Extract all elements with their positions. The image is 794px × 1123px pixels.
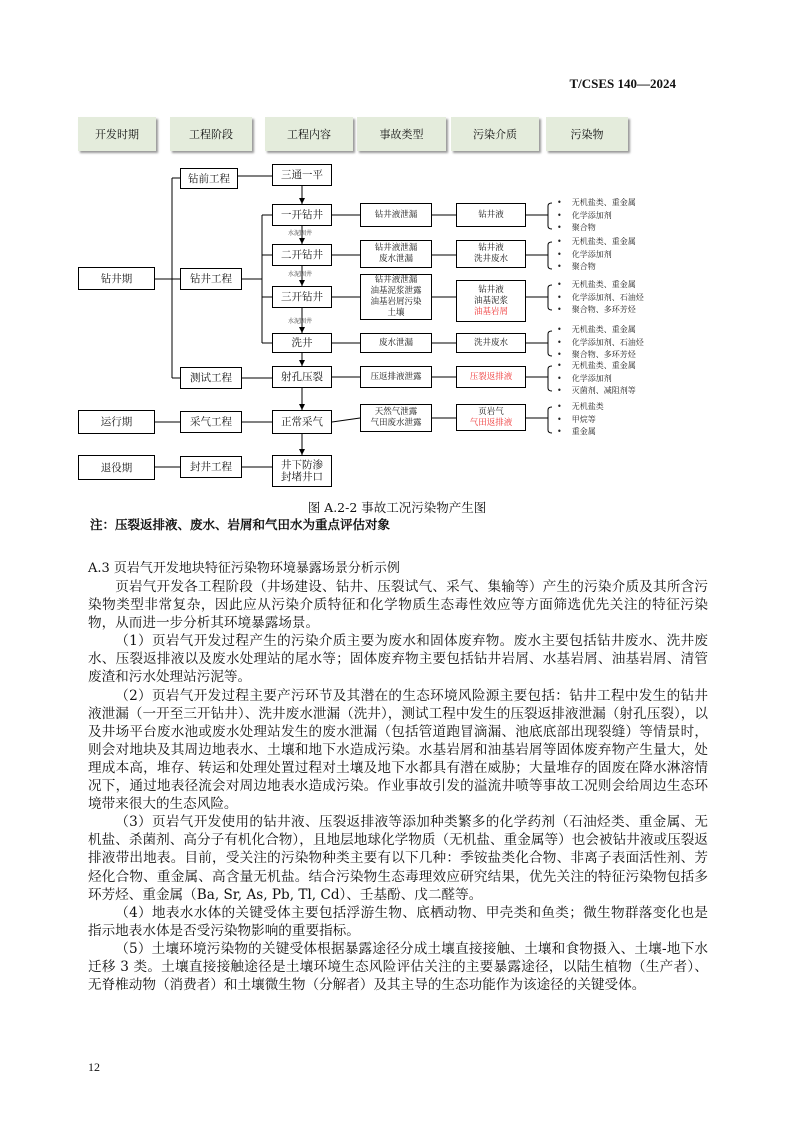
accident-box: 废水泄漏: [360, 333, 432, 353]
standard-number: T/CSES 140—2024: [569, 76, 676, 91]
paragraph: （3）页岩气开发使用的钻井液、压裂返排液等添加种类繁多的化学药剂（石油烃类、重金属、无机盐、杀菌剂、高分子有机化合物），且地层地球化学物质（无机盐、重金属等）也会被钻井液或压裂返排液带出地表。目前，受关注的污染物种类主要有以下几种：季铵盐类化合物、非离子表面活性剂、芳烃化合物、重金属、高含量无机盐。结合污染物生态毒理效应研究结果，优先关注的特征污染物包括多环芳烃、重金属（Ba, Sr, As, Pb, Tl, Cd）、壬基酚、戊二醛等。: [88, 814, 708, 903]
stage-box: 钻井工程: [180, 268, 242, 290]
pollutant-list: • 无机盐类 • 甲烷等 • 重金属: [557, 401, 604, 439]
period-operation: 运行期: [78, 410, 155, 434]
page-number: 12: [88, 1060, 100, 1074]
content-box: 二开钻井: [272, 244, 332, 266]
section-heading: A.3 页岩气开发地块特征污染物环境暴露场景分析示例: [88, 561, 400, 576]
content-box: 一开钻井: [272, 204, 332, 226]
column-header: 事故类型: [357, 117, 446, 151]
pollutant-list: • 无机盐类、重金属 • 化学添加剂 • 聚合物: [557, 197, 636, 235]
content-box: 三通一平: [272, 164, 332, 186]
stage-box: 测试工程: [180, 367, 242, 389]
figure-note: 注：压裂返排液、废水、岩屑和气田水为重点评估对象: [90, 517, 391, 532]
content-box: 洗井: [272, 333, 332, 353]
content-box: 三开钻井: [272, 286, 332, 308]
medium-box: 页岩气 气田返排液: [456, 404, 526, 431]
medium-box: 钻井液 油基泥浆 油基岩屑: [456, 280, 526, 322]
cement-label: 水泥固井: [288, 230, 313, 237]
cement-label: 水泥固井: [288, 318, 313, 325]
stage-box: 采气工程: [180, 411, 242, 433]
column-header: 工程内容: [265, 117, 353, 151]
stage-box: 封井工程: [180, 456, 242, 478]
medium-box: 钻井液 洗井废水: [456, 240, 526, 268]
accident-box: 钻井液泄漏: [360, 203, 432, 227]
accident-box: 钻井液泄漏 废水泄漏: [360, 240, 432, 268]
pollutant-list: • 无机盐类、重金属 • 化学添加剂、石油烃 • 聚合物、多环芳烃: [557, 324, 644, 362]
paragraph: （5）土壤环境污染物的关键受体根据暴露途径分成土壤直接接触、土壤和食物摄入、土壤-地下水迁移 3 类。土壤直接接触途径是土壤环境生态风险评估关注的主要暴露途径，以陆生植物（生产者）、无脊椎动物（消费者）和土壤微生物（分解者）及其主导的生态功能作为该途径的关键受体。: [88, 940, 708, 994]
column-header: 开发时期: [78, 117, 156, 151]
cement-label: 水泥固井: [288, 271, 313, 278]
content-box: 正常采气: [272, 410, 332, 434]
content-box: 射孔压裂: [272, 366, 332, 388]
accident-box: 压返排液泄露: [360, 366, 432, 388]
body-text: [88, 578, 708, 994]
pollutant-list: • 无机盐类、重金属 • 化学添加剂 • 聚合物: [557, 236, 636, 274]
paragraph: （2）页岩气开发过程主要产污环节及其潜在的生态环境风险源主要包括：钻井工程中发生的钻井液泄漏（一开至三开钻井）、洗井废水泄漏（洗井），测试工程中发生的压裂返排液泄漏（射孔压裂），以及井场平台废水池或废水处理站发生的废水泄漏（包括管道跑冒滴漏、池底底部出现裂缝）等情景时，则会对地块及其周边地表水、土壤和地下水造成污染。水基岩屑和油基岩屑等固体废弃物产生量大，处理成本高，堆存、转运和处理处置过程对土壤及地下水都具有潜在威胁；大量堆存的固废在降水淋溶情况下，通过地表径流会对周边地表水造成污染。作业事故引发的溢流井喷等事故工况则会给周边生态环境带来很大的生态风险。: [88, 687, 708, 813]
figure-caption: 图 A.2-2 事故工况污染物产生图: [307, 500, 487, 515]
stage-box: 钻前工程: [180, 168, 238, 189]
accident-box: 钻井液泄漏 油基泥浆泄露 油基岩屑污染 土壤: [360, 274, 432, 320]
pollutant-list: • 无机盐类、重金属 • 化学添加剂 • 灭菌剂、减阻剂等: [557, 360, 636, 398]
paragraph: （1）页岩气开发过程产生的污染介质主要为废水和固体废弃物。废水主要包括钻井废水、洗井废水、压裂返排液以及废水处理站的尾水等；固体废弃物主要包括钻井岩屑、水基岩屑、油基岩屑、清管废渣和污水处理站污泥等。: [88, 633, 708, 686]
accident-box: 天然气泄露 气田废水泄露: [360, 404, 432, 432]
paragraph: （4）地表水水体的关键受体主要包括浮游生物、底栖动物、甲壳类和鱼类；微生物群落变化也是指示地表水体是否受污染物影响的重要指标。: [88, 904, 708, 939]
paragraph: 页岩气开发各工程阶段（井场建设、钻井、压裂试气、采气、集输等）产生的污染介质及其所含污染物类型非常复杂，因此应从污染介质特征和化学物质生态毒性效应等方面筛选优先关注的特征污染物，从而进一步分析其环境暴露场景。: [88, 579, 708, 632]
medium-box: 洗井废水: [456, 333, 526, 353]
column-header: 工程阶段: [170, 117, 252, 151]
period-retirement: 退役期: [78, 455, 155, 480]
column-header: 污染介质: [451, 117, 539, 151]
medium-box: 压裂返排液: [456, 366, 526, 388]
pollutant-list: • 无机盐类、重金属 • 化学添加剂、石油烃 • 聚合物、多环芳烃: [557, 279, 644, 317]
content-box: 井下防渗 封堵井口: [272, 455, 332, 487]
medium-box: 钻井液: [456, 203, 526, 227]
column-header: 污染物: [546, 117, 628, 151]
period-drilling: 钻井期: [78, 267, 155, 290]
